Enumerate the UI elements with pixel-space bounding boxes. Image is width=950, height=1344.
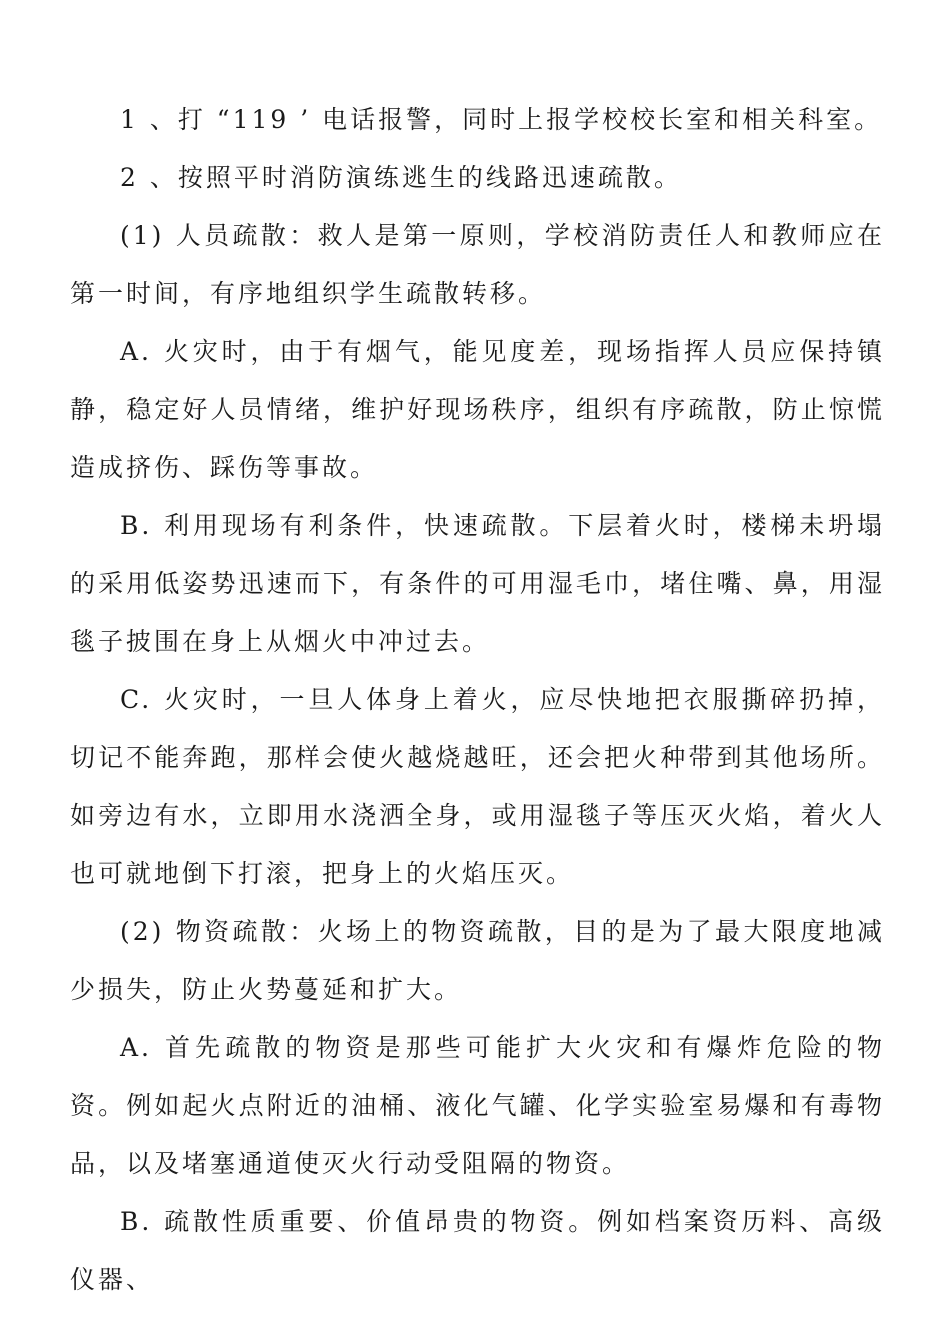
paragraph-personnel-a: A. 火灾时，由于有烟气，能见度差，现场指挥人员应保持镇静，稳定好人员情绪，维护好现场秩序，组织有序疏散，防止惊慌造成挤伤、踩伤等事故。 [70, 337, 885, 482]
paragraph-material-a: A. 首先疏散的物资是那些可能扩大火灾和有爆炸危险的物资。例如起火点附近的油桶、液化气罐、化学实验室易爆和有毒物品，以及堵塞通道使灭火行动受阻隔的物资。 [70, 1033, 885, 1178]
paragraph-evacuate-route: 2 、按照平时消防演练逃生的线路迅速疏散。 [120, 163, 682, 192]
paragraph-personnel-b: B. 利用现场有利条件，快速疏散。下层着火时，楼梯未坍塌的采用低姿势迅速而下，有条件的可用湿毛巾，堵住嘴、鼻，用湿毯子披围在身上从烟火中冲过去。 [70, 511, 885, 656]
paragraph-material-evacuation: (2) 物资疏散：火场上的物资疏散，目的是为了最大限度地减少损失，防止火势蔓延和扩大。 [70, 917, 885, 1004]
paragraph-material-b: B. 疏散性质重要、价值昂贵的物资。例如档案资历料、高级仪器、 [70, 1207, 885, 1294]
paragraph-personnel-c: C. 火灾时，一旦人体身上着火，应尽快地把衣服撕碎扔掉，切记不能奔跑，那样会使火越烧越旺，还会把火种带到其他场所。如旁边有水，立即用水浇洒全身，或用湿毯子等压灭火焰，着火人也可就地倒下打滚，把身上的火焰压灭。 [70, 685, 885, 888]
paragraph-report-call: 1 、打 “119 ’ 电话报警，同时上报学校校长室和相关科室。 [120, 105, 883, 134]
document-body [70, 91, 885, 1309]
paragraph-personnel-evacuation: (1) 人员疏散：救人是第一原则，学校消防责任人和教师应在第一时间，有序地组织学生疏散转移。 [70, 221, 885, 308]
